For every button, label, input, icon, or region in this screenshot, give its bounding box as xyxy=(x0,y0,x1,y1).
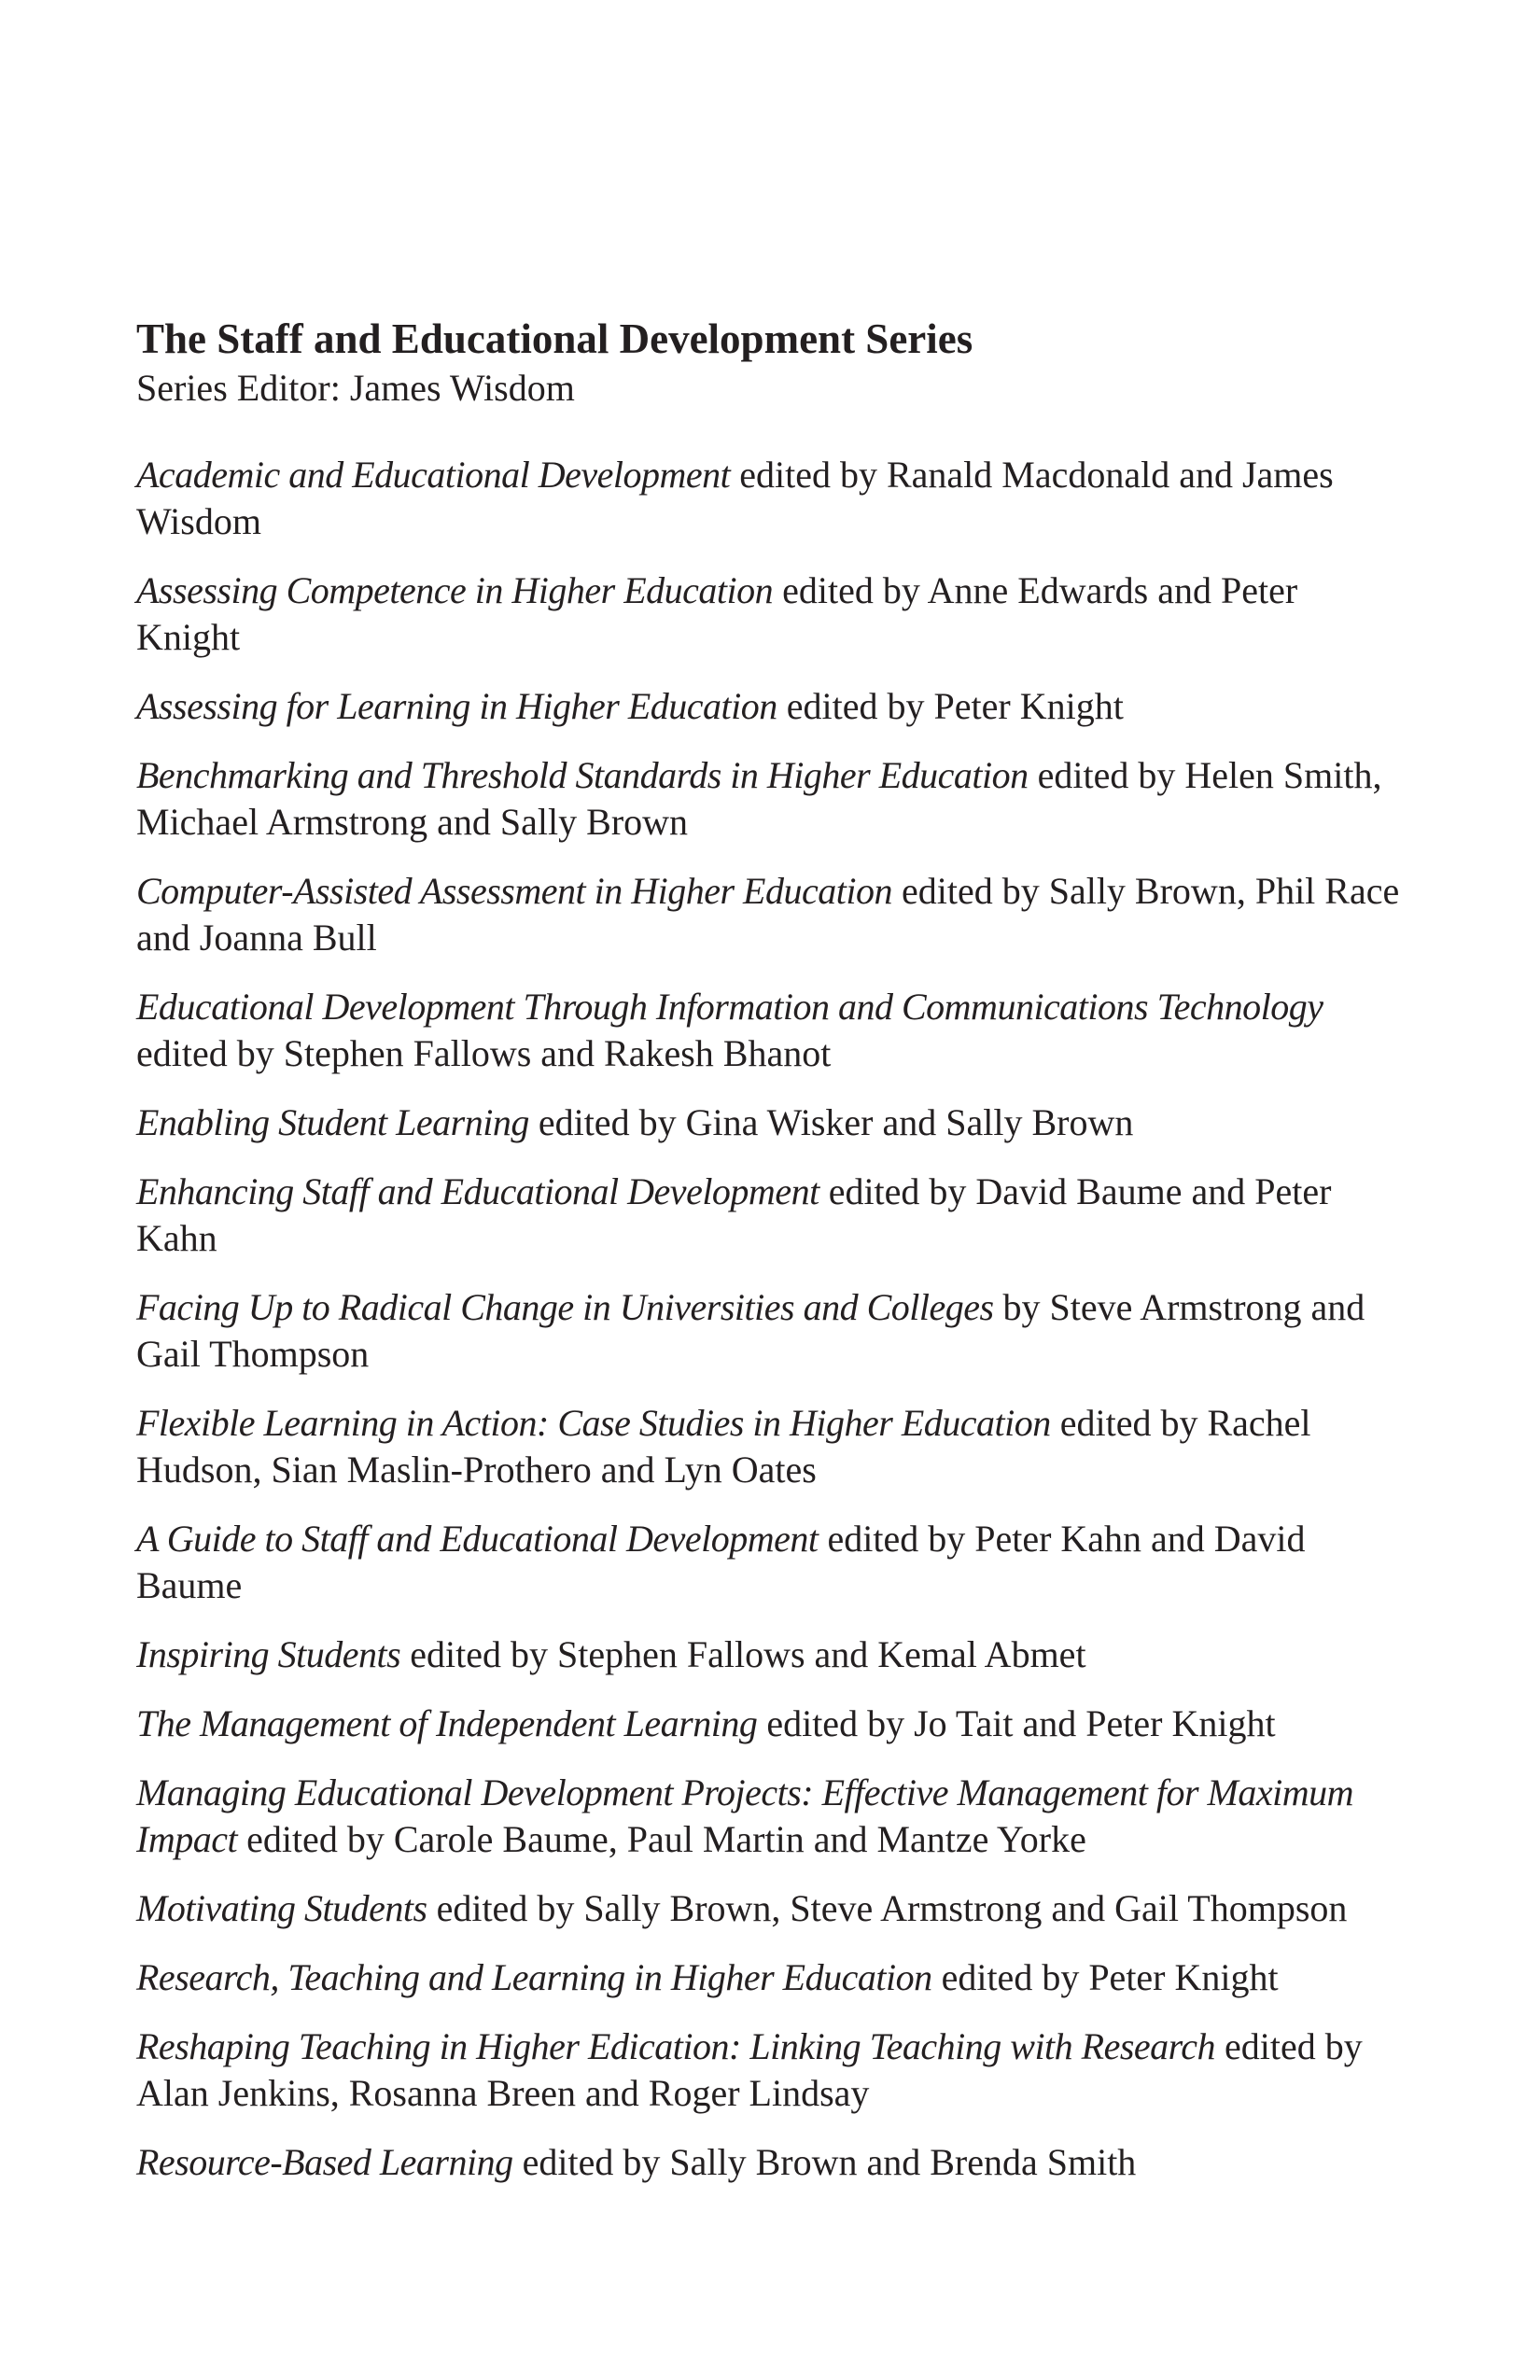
book-entry-enabling-student-learning xyxy=(136,1099,1406,1146)
book-credit: edited by Sally Brown, Steve Armstrong and Gail Thompson xyxy=(436,1887,1348,1929)
book-credit: edited by Gina Wisker and Sally Brown xyxy=(538,1101,1134,1143)
book-entry-computer-assisted-assessment xyxy=(136,868,1406,961)
book-entry-assessing-for-learning xyxy=(136,683,1406,730)
book-entry-reshaping-teaching xyxy=(136,2023,1406,2117)
book-credit: edited by Sally Brown, Phil Race and Joanna Bull xyxy=(136,870,1400,959)
book-entry-benchmarking xyxy=(136,752,1406,846)
book-credit: edited by Anne Edwards and Peter Knight xyxy=(136,569,1298,658)
book-title: Enabling Student Learning xyxy=(136,1101,529,1143)
book-title: Educational Development Through Information and Communications Technology xyxy=(136,986,1323,1028)
book-title: Flexible Learning in Action: Case Studies in Higher Education xyxy=(136,1402,1051,1444)
series-title: The Staff and Educational Development Series xyxy=(136,315,973,362)
book-title: Assessing Competence in Higher Education xyxy=(136,569,774,611)
book-title: Inspiring Students xyxy=(136,1633,401,1675)
book-entry-academic-educational-development xyxy=(136,452,1406,545)
book-credit: edited by Helen Smith, Michael Armstrong and Sally Brown xyxy=(136,754,1382,843)
book-credit: edited by Peter Kahn and David Baume xyxy=(136,1518,1306,1606)
book-title: Facing Up to Radical Change in Universities and Colleges xyxy=(136,1286,994,1328)
book-credit: edited by Peter Knight xyxy=(941,1956,1279,1998)
book-credit: by Steve Armstrong and Gail Thompson xyxy=(136,1286,1365,1375)
book-title: The Management of Independent Learning xyxy=(136,1702,758,1744)
book-entry-management-independent-learning xyxy=(136,1701,1406,1747)
book-credit: edited by David Baume and Peter Kahn xyxy=(136,1170,1332,1259)
book-entry-research-teaching-learning xyxy=(136,1954,1406,2001)
book-credit: edited by Sally Brown and Brenda Smith xyxy=(522,2141,1137,2183)
book-entry-motivating-students xyxy=(136,1885,1406,1932)
book-list xyxy=(136,452,1406,2186)
book-entry-assessing-competence xyxy=(136,567,1406,661)
book-credit: edited by Jo Tait and Peter Knight xyxy=(766,1702,1276,1744)
book-title: Motivating Students xyxy=(136,1887,427,1929)
book-title: Assessing for Learning in Higher Education xyxy=(136,685,777,727)
book-entry-educational-development-ict xyxy=(136,984,1406,1077)
book-title: Enhancing Staff and Educational Development xyxy=(136,1170,819,1212)
book-credit: edited by Alan Jenkins, Rosanna Breen and Roger Lindsay xyxy=(136,2025,1363,2114)
book-credit: edited by Carole Baume, Paul Martin and Mantze Yorke xyxy=(246,1818,1086,1860)
book-credit: edited by Stephen Fallows and Kemal Abmet xyxy=(410,1633,1086,1675)
book-entry-managing-educational-projects xyxy=(136,1770,1406,1863)
book-entry-flexible-learning xyxy=(136,1400,1406,1493)
book-title: Academic and Educational Development xyxy=(136,454,731,496)
book-entry-resource-based-learning xyxy=(136,2139,1406,2186)
book-credit: edited by Stephen Fallows and Rakesh Bhanot xyxy=(136,1032,832,1074)
book-title: Resource-Based Learning xyxy=(136,2141,513,2183)
book-title: Reshaping Teaching in Higher Edication: Linking Teaching with Research xyxy=(136,2025,1216,2067)
book-entry-facing-up-radical-change xyxy=(136,1284,1406,1378)
book-credit: edited by Peter Knight xyxy=(786,685,1124,727)
book-credit: edited by Rachel Hudson, Sian Maslin-Prothero and Lyn Oates xyxy=(136,1402,1311,1491)
book-title: Benchmarking and Threshold Standards in Higher Education xyxy=(136,754,1029,796)
book-entry-guide-staff-development xyxy=(136,1516,1406,1609)
series-page xyxy=(136,314,1406,2208)
book-title: A Guide to Staff and Educational Development xyxy=(136,1518,819,1560)
book-credit: edited by Ranald Macdonald and James Wisdom xyxy=(136,454,1334,542)
series-editor: Series Editor: James Wisdom xyxy=(136,367,575,409)
book-entry-enhancing-staff-development xyxy=(136,1169,1406,1262)
book-entry-inspiring-students xyxy=(136,1631,1406,1678)
book-title: Managing Educational Development Projects: Effective Management for Maximum Impact xyxy=(136,1771,1353,1860)
book-title: Computer-Assisted Assessment in Higher Education xyxy=(136,870,892,912)
book-title: Research, Teaching and Learning in Higher Education xyxy=(136,1956,932,1998)
